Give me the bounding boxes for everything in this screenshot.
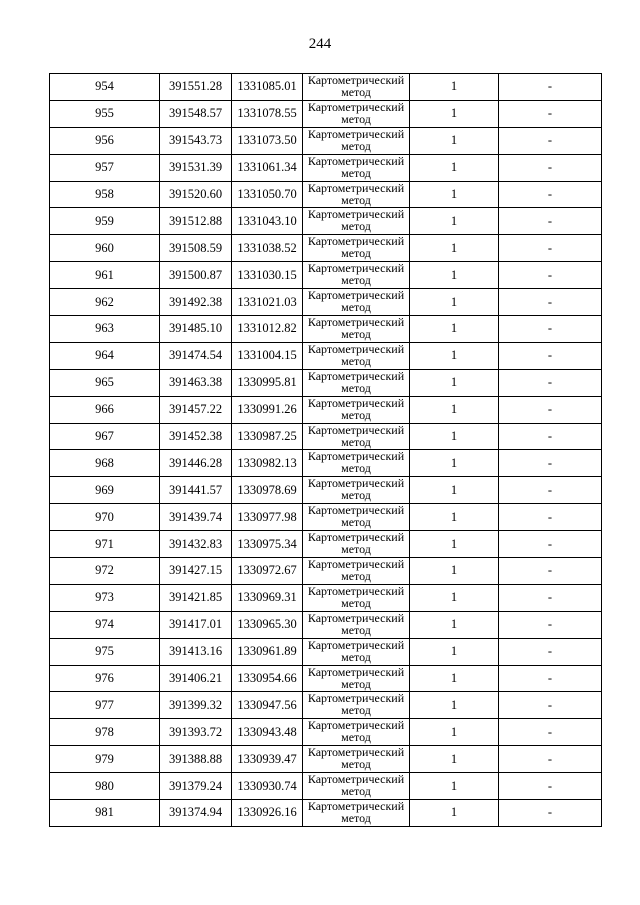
method-line-2: метод <box>341 569 371 584</box>
method-cell <box>303 665 410 692</box>
y-coordinate-cell: 1330982.13 <box>232 450 303 477</box>
point-number-cell: 980 <box>50 773 160 800</box>
method-text <box>303 235 409 259</box>
accuracy-cell: 1 <box>410 558 499 585</box>
method-line-1: Картометрический <box>307 127 405 141</box>
method-cell <box>303 235 410 262</box>
method-line-2: метод <box>341 165 371 180</box>
method-line-1: Картометрический <box>307 181 405 195</box>
x-coordinate-cell: 391388.88 <box>160 746 232 773</box>
method-line-2: метод <box>341 595 371 610</box>
method-line-2: метод <box>341 219 371 234</box>
accuracy-cell: 1 <box>410 127 499 154</box>
x-coordinate-cell: 391457.22 <box>160 396 232 423</box>
method-text <box>303 477 409 501</box>
table-row <box>50 477 602 504</box>
accuracy-cell: 1 <box>410 773 499 800</box>
method-text <box>303 639 409 663</box>
x-coordinate-cell: 391485.10 <box>160 316 232 343</box>
y-coordinate-cell: 1330972.67 <box>232 558 303 585</box>
method-text <box>303 666 409 690</box>
method-line-1: Картометрический <box>307 423 405 437</box>
method-line-2: метод <box>341 138 371 153</box>
method-line-1: Картометрический <box>307 530 405 545</box>
method-cell <box>303 800 410 827</box>
x-coordinate-cell: 391432.83 <box>160 531 232 558</box>
method-line-1: Картометрический <box>307 73 405 87</box>
method-line-2: метод <box>341 353 371 368</box>
table-row <box>50 181 602 208</box>
method-line-2: метод <box>341 703 371 718</box>
y-coordinate-cell: 1330978.69 <box>232 477 303 504</box>
method-line-1: Картометрический <box>307 476 405 491</box>
method-text <box>303 612 409 636</box>
method-text <box>303 692 409 716</box>
note-cell: - <box>499 800 602 827</box>
note-cell: - <box>499 773 602 800</box>
point-number-cell: 959 <box>50 208 160 235</box>
method-line-1: Картометрический <box>307 369 405 383</box>
method-line-2: метод <box>341 273 371 288</box>
note-cell: - <box>499 531 602 558</box>
method-line-2: метод <box>341 757 371 772</box>
method-text <box>303 585 409 609</box>
y-coordinate-cell: 1331012.82 <box>232 316 303 343</box>
table-row <box>50 692 602 719</box>
accuracy-cell: 1 <box>410 369 499 396</box>
point-number-cell: 954 <box>50 74 160 101</box>
method-line-2: метод <box>341 784 371 799</box>
note-cell: - <box>499 692 602 719</box>
note-cell: - <box>499 611 602 638</box>
y-coordinate-cell: 1330995.81 <box>232 369 303 396</box>
accuracy-cell: 1 <box>410 423 499 450</box>
table-row <box>50 584 602 611</box>
x-coordinate-cell: 391421.85 <box>160 584 232 611</box>
point-number-cell: 965 <box>50 369 160 396</box>
method-text <box>303 155 409 179</box>
table-row <box>50 316 602 343</box>
x-coordinate-cell: 391452.38 <box>160 423 232 450</box>
method-text <box>303 558 409 582</box>
method-line-1: Картометрический <box>307 611 405 625</box>
method-line-2: метод <box>341 811 371 826</box>
y-coordinate-cell: 1331073.50 <box>232 127 303 154</box>
table-row <box>50 208 602 235</box>
point-number-cell: 978 <box>50 719 160 746</box>
x-coordinate-cell: 391474.54 <box>160 342 232 369</box>
x-coordinate-cell: 391508.59 <box>160 235 232 262</box>
y-coordinate-cell: 1330943.48 <box>232 719 303 746</box>
table-row <box>50 638 602 665</box>
x-coordinate-cell: 391413.16 <box>160 638 232 665</box>
method-line-2: метод <box>341 434 371 449</box>
method-line-1: Картометрический <box>307 584 405 598</box>
note-cell: - <box>499 127 602 154</box>
method-cell <box>303 342 410 369</box>
method-line-1: Картометрический <box>307 665 405 679</box>
y-coordinate-cell: 1330969.31 <box>232 584 303 611</box>
accuracy-cell: 1 <box>410 342 499 369</box>
point-number-cell: 975 <box>50 638 160 665</box>
method-text <box>303 262 409 286</box>
method-line-1: Картометрический <box>307 718 405 733</box>
accuracy-cell: 1 <box>410 665 499 692</box>
table-row <box>50 342 602 369</box>
point-number-cell: 961 <box>50 262 160 289</box>
x-coordinate-cell: 391500.87 <box>160 262 232 289</box>
note-cell: - <box>499 638 602 665</box>
accuracy-cell: 1 <box>410 235 499 262</box>
method-cell <box>303 396 410 423</box>
note-cell: - <box>499 396 602 423</box>
method-cell <box>303 369 410 396</box>
y-coordinate-cell: 1330965.30 <box>232 611 303 638</box>
method-cell <box>303 100 410 127</box>
accuracy-cell: 1 <box>410 477 499 504</box>
method-cell <box>303 450 410 477</box>
accuracy-cell: 1 <box>410 450 499 477</box>
method-text <box>303 504 409 528</box>
x-coordinate-cell: 391520.60 <box>160 181 232 208</box>
point-number-cell: 960 <box>50 235 160 262</box>
method-cell <box>303 477 410 504</box>
accuracy-cell: 1 <box>410 100 499 127</box>
point-number-cell: 981 <box>50 800 160 827</box>
y-coordinate-cell: 1331085.01 <box>232 74 303 101</box>
x-coordinate-cell: 391399.32 <box>160 692 232 719</box>
method-line-2: метод <box>341 649 371 664</box>
method-line-1: Картометрический <box>307 449 405 464</box>
method-cell <box>303 181 410 208</box>
method-line-2: метод <box>341 676 371 691</box>
method-line-1: Картометрический <box>307 234 405 249</box>
method-line-2: метод <box>341 111 371 126</box>
point-number-cell: 967 <box>50 423 160 450</box>
point-number-cell: 971 <box>50 531 160 558</box>
note-cell: - <box>499 342 602 369</box>
method-line-1: Картометрический <box>307 207 405 222</box>
y-coordinate-cell: 1330954.66 <box>232 665 303 692</box>
method-line-2: метод <box>341 246 371 261</box>
method-line-2: метод <box>341 461 371 476</box>
point-number-cell: 973 <box>50 584 160 611</box>
accuracy-cell: 1 <box>410 154 499 181</box>
note-cell: - <box>499 558 602 585</box>
accuracy-cell: 1 <box>410 584 499 611</box>
y-coordinate-cell: 1330977.98 <box>232 504 303 531</box>
y-coordinate-cell: 1331038.52 <box>232 235 303 262</box>
y-coordinate-cell: 1331030.15 <box>232 262 303 289</box>
method-line-1: Картометрический <box>307 396 405 410</box>
point-number-cell: 968 <box>50 450 160 477</box>
accuracy-cell: 1 <box>410 262 499 289</box>
method-text <box>303 397 409 421</box>
method-cell <box>303 74 410 101</box>
x-coordinate-cell: 391463.38 <box>160 369 232 396</box>
method-line-2: метод <box>341 380 371 395</box>
accuracy-cell: 1 <box>410 74 499 101</box>
accuracy-cell: 1 <box>410 289 499 316</box>
method-text <box>303 370 409 394</box>
table-row <box>50 289 602 316</box>
x-coordinate-cell: 391531.39 <box>160 154 232 181</box>
method-cell <box>303 316 410 343</box>
method-text <box>303 74 409 98</box>
note-cell: - <box>499 369 602 396</box>
method-cell <box>303 531 410 558</box>
method-line-1: Картометрический <box>307 154 405 168</box>
method-line-1: Картометрический <box>307 799 405 814</box>
method-line-1: Картометрический <box>307 691 405 706</box>
table-row <box>50 746 602 773</box>
x-coordinate-cell: 391543.73 <box>160 127 232 154</box>
note-cell: - <box>499 504 602 531</box>
y-coordinate-cell: 1331050.70 <box>232 181 303 208</box>
accuracy-cell: 1 <box>410 531 499 558</box>
y-coordinate-cell: 1331004.15 <box>232 342 303 369</box>
y-coordinate-cell: 1331078.55 <box>232 100 303 127</box>
page-number: 244 <box>308 36 332 52</box>
table-row <box>50 74 602 101</box>
x-coordinate-cell: 391551.28 <box>160 74 232 101</box>
method-line-2: метод <box>341 515 371 530</box>
accuracy-cell: 1 <box>410 746 499 773</box>
point-number-cell: 969 <box>50 477 160 504</box>
point-number-cell: 962 <box>50 289 160 316</box>
point-number-cell: 958 <box>50 181 160 208</box>
y-coordinate-cell: 1331061.34 <box>232 154 303 181</box>
note-cell: - <box>499 746 602 773</box>
x-coordinate-cell: 391427.15 <box>160 558 232 585</box>
method-cell <box>303 127 410 154</box>
x-coordinate-cell: 391446.28 <box>160 450 232 477</box>
table-row <box>50 504 602 531</box>
method-text <box>303 101 409 125</box>
accuracy-cell: 1 <box>410 504 499 531</box>
y-coordinate-cell: 1330975.34 <box>232 531 303 558</box>
method-cell <box>303 746 410 773</box>
note-cell: - <box>499 316 602 343</box>
method-line-1: Картометрический <box>307 745 405 760</box>
method-line-1: Картометрический <box>307 557 405 572</box>
point-number-cell: 977 <box>50 692 160 719</box>
point-number-cell: 955 <box>50 100 160 127</box>
method-cell <box>303 154 410 181</box>
table-row <box>50 611 602 638</box>
note-cell: - <box>499 74 602 101</box>
method-line-1: Картометрический <box>307 288 405 303</box>
method-line-1: Картометрический <box>307 342 405 356</box>
y-coordinate-cell: 1330930.74 <box>232 773 303 800</box>
x-coordinate-cell: 391393.72 <box>160 719 232 746</box>
method-line-2: метод <box>341 407 371 422</box>
method-text <box>303 208 409 232</box>
coordinates-table <box>49 73 602 827</box>
y-coordinate-cell: 1331043.10 <box>232 208 303 235</box>
y-coordinate-cell: 1330961.89 <box>232 638 303 665</box>
accuracy-cell: 1 <box>410 692 499 719</box>
method-line-2: метод <box>341 542 371 557</box>
method-line-2: метод <box>341 327 371 342</box>
x-coordinate-cell: 391406.21 <box>160 665 232 692</box>
method-text <box>303 746 409 770</box>
accuracy-cell: 1 <box>410 719 499 746</box>
method-cell <box>303 262 410 289</box>
method-cell <box>303 289 410 316</box>
point-number-cell: 964 <box>50 342 160 369</box>
note-cell: - <box>499 154 602 181</box>
method-line-1: Картометрический <box>307 261 405 276</box>
y-coordinate-cell: 1331021.03 <box>232 289 303 316</box>
method-line-1: Картометрический <box>307 503 405 518</box>
table-row <box>50 450 602 477</box>
method-line-1: Картометрический <box>307 315 405 330</box>
method-line-1: Картометрический <box>307 772 405 787</box>
accuracy-cell: 1 <box>410 800 499 827</box>
method-line-2: метод <box>341 192 371 207</box>
method-cell <box>303 504 410 531</box>
table-row <box>50 235 602 262</box>
method-line-2: метод <box>341 622 371 637</box>
x-coordinate-cell: 391417.01 <box>160 611 232 638</box>
table-row <box>50 800 602 827</box>
x-coordinate-cell: 391374.94 <box>160 800 232 827</box>
method-cell <box>303 558 410 585</box>
method-text <box>303 424 409 448</box>
method-cell <box>303 611 410 638</box>
y-coordinate-cell: 1330939.47 <box>232 746 303 773</box>
point-number-cell: 976 <box>50 665 160 692</box>
method-text <box>303 343 409 367</box>
point-number-cell: 966 <box>50 396 160 423</box>
table-row <box>50 423 602 450</box>
table-row <box>50 396 602 423</box>
table-row <box>50 369 602 396</box>
point-number-cell: 956 <box>50 127 160 154</box>
note-cell: - <box>499 719 602 746</box>
point-number-cell: 957 <box>50 154 160 181</box>
x-coordinate-cell: 391512.88 <box>160 208 232 235</box>
x-coordinate-cell: 391548.57 <box>160 100 232 127</box>
note-cell: - <box>499 208 602 235</box>
table-row <box>50 100 602 127</box>
method-cell <box>303 638 410 665</box>
method-line-2: метод <box>341 488 371 503</box>
table-row <box>50 773 602 800</box>
method-line-2: метод <box>341 300 371 315</box>
method-text <box>303 719 409 743</box>
table-row <box>50 719 602 746</box>
y-coordinate-cell: 1330987.25 <box>232 423 303 450</box>
table-row <box>50 558 602 585</box>
table-row <box>50 262 602 289</box>
note-cell: - <box>499 235 602 262</box>
table-row <box>50 154 602 181</box>
method-cell <box>303 584 410 611</box>
accuracy-cell: 1 <box>410 638 499 665</box>
method-cell <box>303 208 410 235</box>
note-cell: - <box>499 100 602 127</box>
method-cell <box>303 773 410 800</box>
note-cell: - <box>499 665 602 692</box>
method-text <box>303 450 409 474</box>
accuracy-cell: 1 <box>410 396 499 423</box>
note-cell: - <box>499 584 602 611</box>
table-row <box>50 531 602 558</box>
note-cell: - <box>499 477 602 504</box>
accuracy-cell: 1 <box>410 181 499 208</box>
method-line-2: метод <box>341 85 371 99</box>
x-coordinate-cell: 391439.74 <box>160 504 232 531</box>
method-line-1: Картометрический <box>307 638 405 652</box>
table-row <box>50 665 602 692</box>
accuracy-cell: 1 <box>410 208 499 235</box>
method-line-2: метод <box>341 730 371 745</box>
coordinates-table-body <box>50 74 602 827</box>
method-cell <box>303 423 410 450</box>
point-number-cell: 963 <box>50 316 160 343</box>
method-text <box>303 531 409 555</box>
x-coordinate-cell: 391441.57 <box>160 477 232 504</box>
accuracy-cell: 1 <box>410 611 499 638</box>
method-text <box>303 773 409 797</box>
y-coordinate-cell: 1330926.16 <box>232 800 303 827</box>
note-cell: - <box>499 423 602 450</box>
note-cell: - <box>499 450 602 477</box>
method-cell <box>303 692 410 719</box>
method-text <box>303 316 409 340</box>
point-number-cell: 974 <box>50 611 160 638</box>
note-cell: - <box>499 289 602 316</box>
method-cell <box>303 719 410 746</box>
method-text <box>303 800 409 824</box>
note-cell: - <box>499 262 602 289</box>
table-row <box>50 127 602 154</box>
point-number-cell: 972 <box>50 558 160 585</box>
accuracy-cell: 1 <box>410 316 499 343</box>
x-coordinate-cell: 391379.24 <box>160 773 232 800</box>
y-coordinate-cell: 1330991.26 <box>232 396 303 423</box>
point-number-cell: 979 <box>50 746 160 773</box>
method-line-1: Картометрический <box>307 100 405 114</box>
note-cell: - <box>499 181 602 208</box>
y-coordinate-cell: 1330947.56 <box>232 692 303 719</box>
method-text <box>303 289 409 313</box>
method-text <box>303 182 409 206</box>
method-text <box>303 128 409 152</box>
point-number-cell: 970 <box>50 504 160 531</box>
x-coordinate-cell: 391492.38 <box>160 289 232 316</box>
